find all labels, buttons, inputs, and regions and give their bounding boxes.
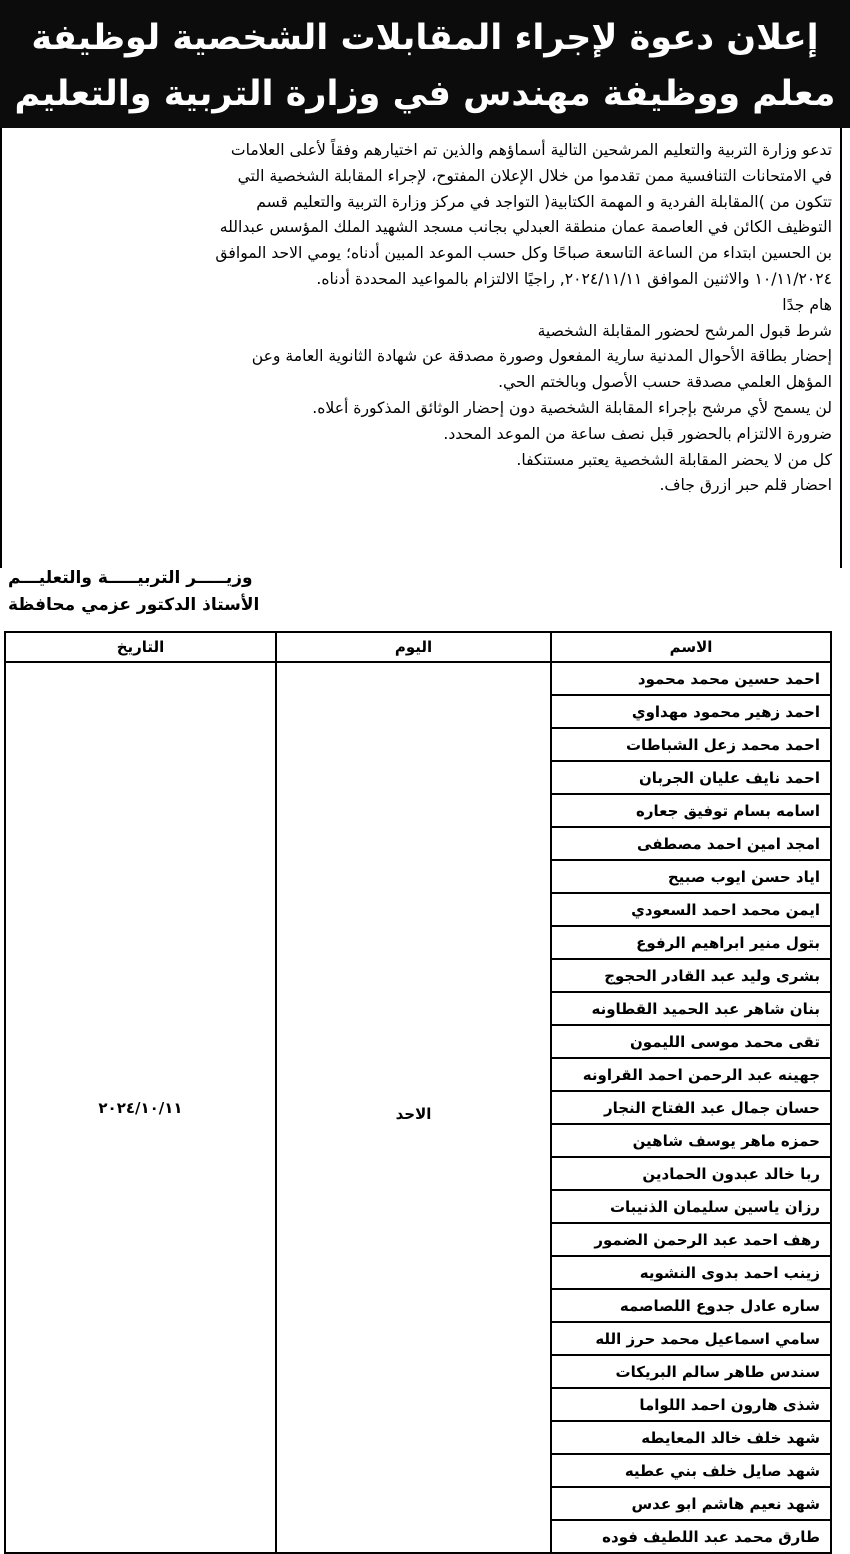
candidate-name: حسان جمال عبد الفتاح النجار	[551, 1091, 831, 1124]
candidates-table-body	[5, 662, 831, 1553]
body-line: المؤهل العلمي مصدقة حسب الأصول وبالختم الحي.	[498, 373, 832, 392]
announcement-header	[0, 0, 850, 128]
column-header-name: الاسم	[551, 632, 831, 662]
column-header-date: التاريخ	[5, 632, 276, 662]
body-line: هام جدًا	[782, 295, 832, 314]
candidate-name: طارق محمد عبد اللطيف فوده	[551, 1520, 831, 1553]
candidate-name: امجد امين احمد مصطفى	[551, 827, 831, 860]
header-title-line-2: معلم ووظيفة مهندس في وزارة التربية والتعليم	[14, 74, 836, 114]
candidate-name: تقى محمد موسى الليمون	[551, 1025, 831, 1058]
candidate-name: بنان شاهر عبد الحميد القطاونه	[551, 992, 831, 1025]
body-line: تتكون من )المقابلة الفردية و المهمة الكتابية( التواجد في مركز وزارة التربية والتعليم قسم	[256, 192, 832, 211]
candidate-name: شذى هارون احمد اللواما	[551, 1388, 831, 1421]
candidate-name: اسامه بسام توفيق جعاره	[551, 794, 831, 827]
body-line: تدعو وزارة التربية والتعليم المرشحين التالية أسماؤهم والذين تم اختيارهم وفقاً لأعلى العلامات	[230, 141, 832, 159]
candidate-name: ساره عادل جدوع اللصاصمه	[551, 1289, 831, 1322]
header-title-line-1: إعلان دعوة لإجراء المقابلات الشخصية لوظيفة	[31, 18, 819, 58]
table-header-row	[5, 632, 831, 662]
body-line: في الامتحانات التنافسية ممن تقدموا من خلال الإعلان المفتوح، لإجراء المقابلة الشخصية التي	[237, 166, 832, 185]
candidate-name: بتول منير ابراهيم الرفوع	[551, 926, 831, 959]
body-line: التوظيف الكائن في العاصمة عمان منطقة العبدلي بجانب مسجد الشهيد الملك المؤسس عبدالله	[219, 218, 832, 237]
candidate-name: اياد حسن ايوب صبيح	[551, 860, 831, 893]
body-line: إحضار بطاقة الأحوال المدنية سارية المفعول وصورة مصدقة عن شهادة الثانوية العامة وعن	[251, 347, 832, 366]
signature-name: الأستاذ الدكتور عزمي محافظة	[8, 595, 260, 615]
date-cell: ٢٠٢٤/١٠/١١	[5, 662, 276, 1553]
candidate-name: زينب احمد بدوى النشويه	[551, 1256, 831, 1289]
candidate-name: احمد حسين محمد محمود	[551, 662, 831, 695]
announcement-body	[6, 138, 832, 499]
body-line: ١٠/١١/٢٠٢٤ والاثنين الموافق ٢٠٢٤/١١/١١, راجيًا الالتزام بالمواعيد المحددة أدناه.	[316, 269, 832, 288]
candidate-name: سامي اسماعيل محمد حرز الله	[551, 1322, 831, 1355]
candidate-name: شهد خلف خالد المعايطه	[551, 1421, 831, 1454]
day-cell: الاحد	[276, 662, 551, 1553]
candidate-name: احمد نايف عليان الجربان	[551, 761, 831, 794]
candidate-name: ربا خالد عبدون الحمادين	[551, 1157, 831, 1190]
signature-block	[8, 565, 259, 619]
column-header-day: اليوم	[276, 632, 551, 662]
body-line: بن الحسين ابتداء من الساعة التاسعة صباحًا وكل حسب الموعد المبين أدناه؛ يومي الاحد الموافق	[215, 244, 832, 263]
candidate-name: احمد زهير محمود مهداوي	[551, 695, 831, 728]
body-line: ضرورة الالتزام بالحضور قبل نصف ساعة من الموعد المحدد.	[443, 424, 832, 443]
body-line: لن يسمح لأي مرشح بإجراء المقابلة الشخصية دون إحضار الوثائق المذكورة أعلاه.	[312, 398, 832, 417]
table-row	[5, 662, 831, 695]
candidate-name: شهد نعيم هاشم ابو عدس	[551, 1487, 831, 1520]
candidate-name: حمزه ماهر يوسف شاهين	[551, 1124, 831, 1157]
candidates-table	[4, 631, 832, 1554]
body-line: احضار قلم حبر ازرق جاف.	[659, 476, 832, 495]
candidate-name: احمد محمد زعل الشباطات	[551, 728, 831, 761]
candidate-name: رزان ياسين سليمان الذنيبات	[551, 1190, 831, 1223]
candidate-name: ايمن محمد احمد السعودي	[551, 893, 831, 926]
candidate-name: رهف احمد عبد الرحمن الضمور	[551, 1223, 831, 1256]
candidate-name: بشرى وليد عبد القادر الحجوج	[551, 959, 831, 992]
candidate-name: جهينه عبد الرحمن احمد القراونه	[551, 1058, 831, 1091]
body-line: كل من لا يحضر المقابلة الشخصية يعتبر مستنكفا.	[516, 450, 832, 469]
body-line: شرط قبول المرشح لحضور المقابلة الشخصية	[537, 321, 832, 340]
candidate-name: سندس طاهر سالم البريكات	[551, 1355, 831, 1388]
candidate-name: شهد صايل خلف بني عطيه	[551, 1454, 831, 1487]
signature-title: وزيـــــر التربيـــــة والتعليـــم	[8, 568, 253, 588]
